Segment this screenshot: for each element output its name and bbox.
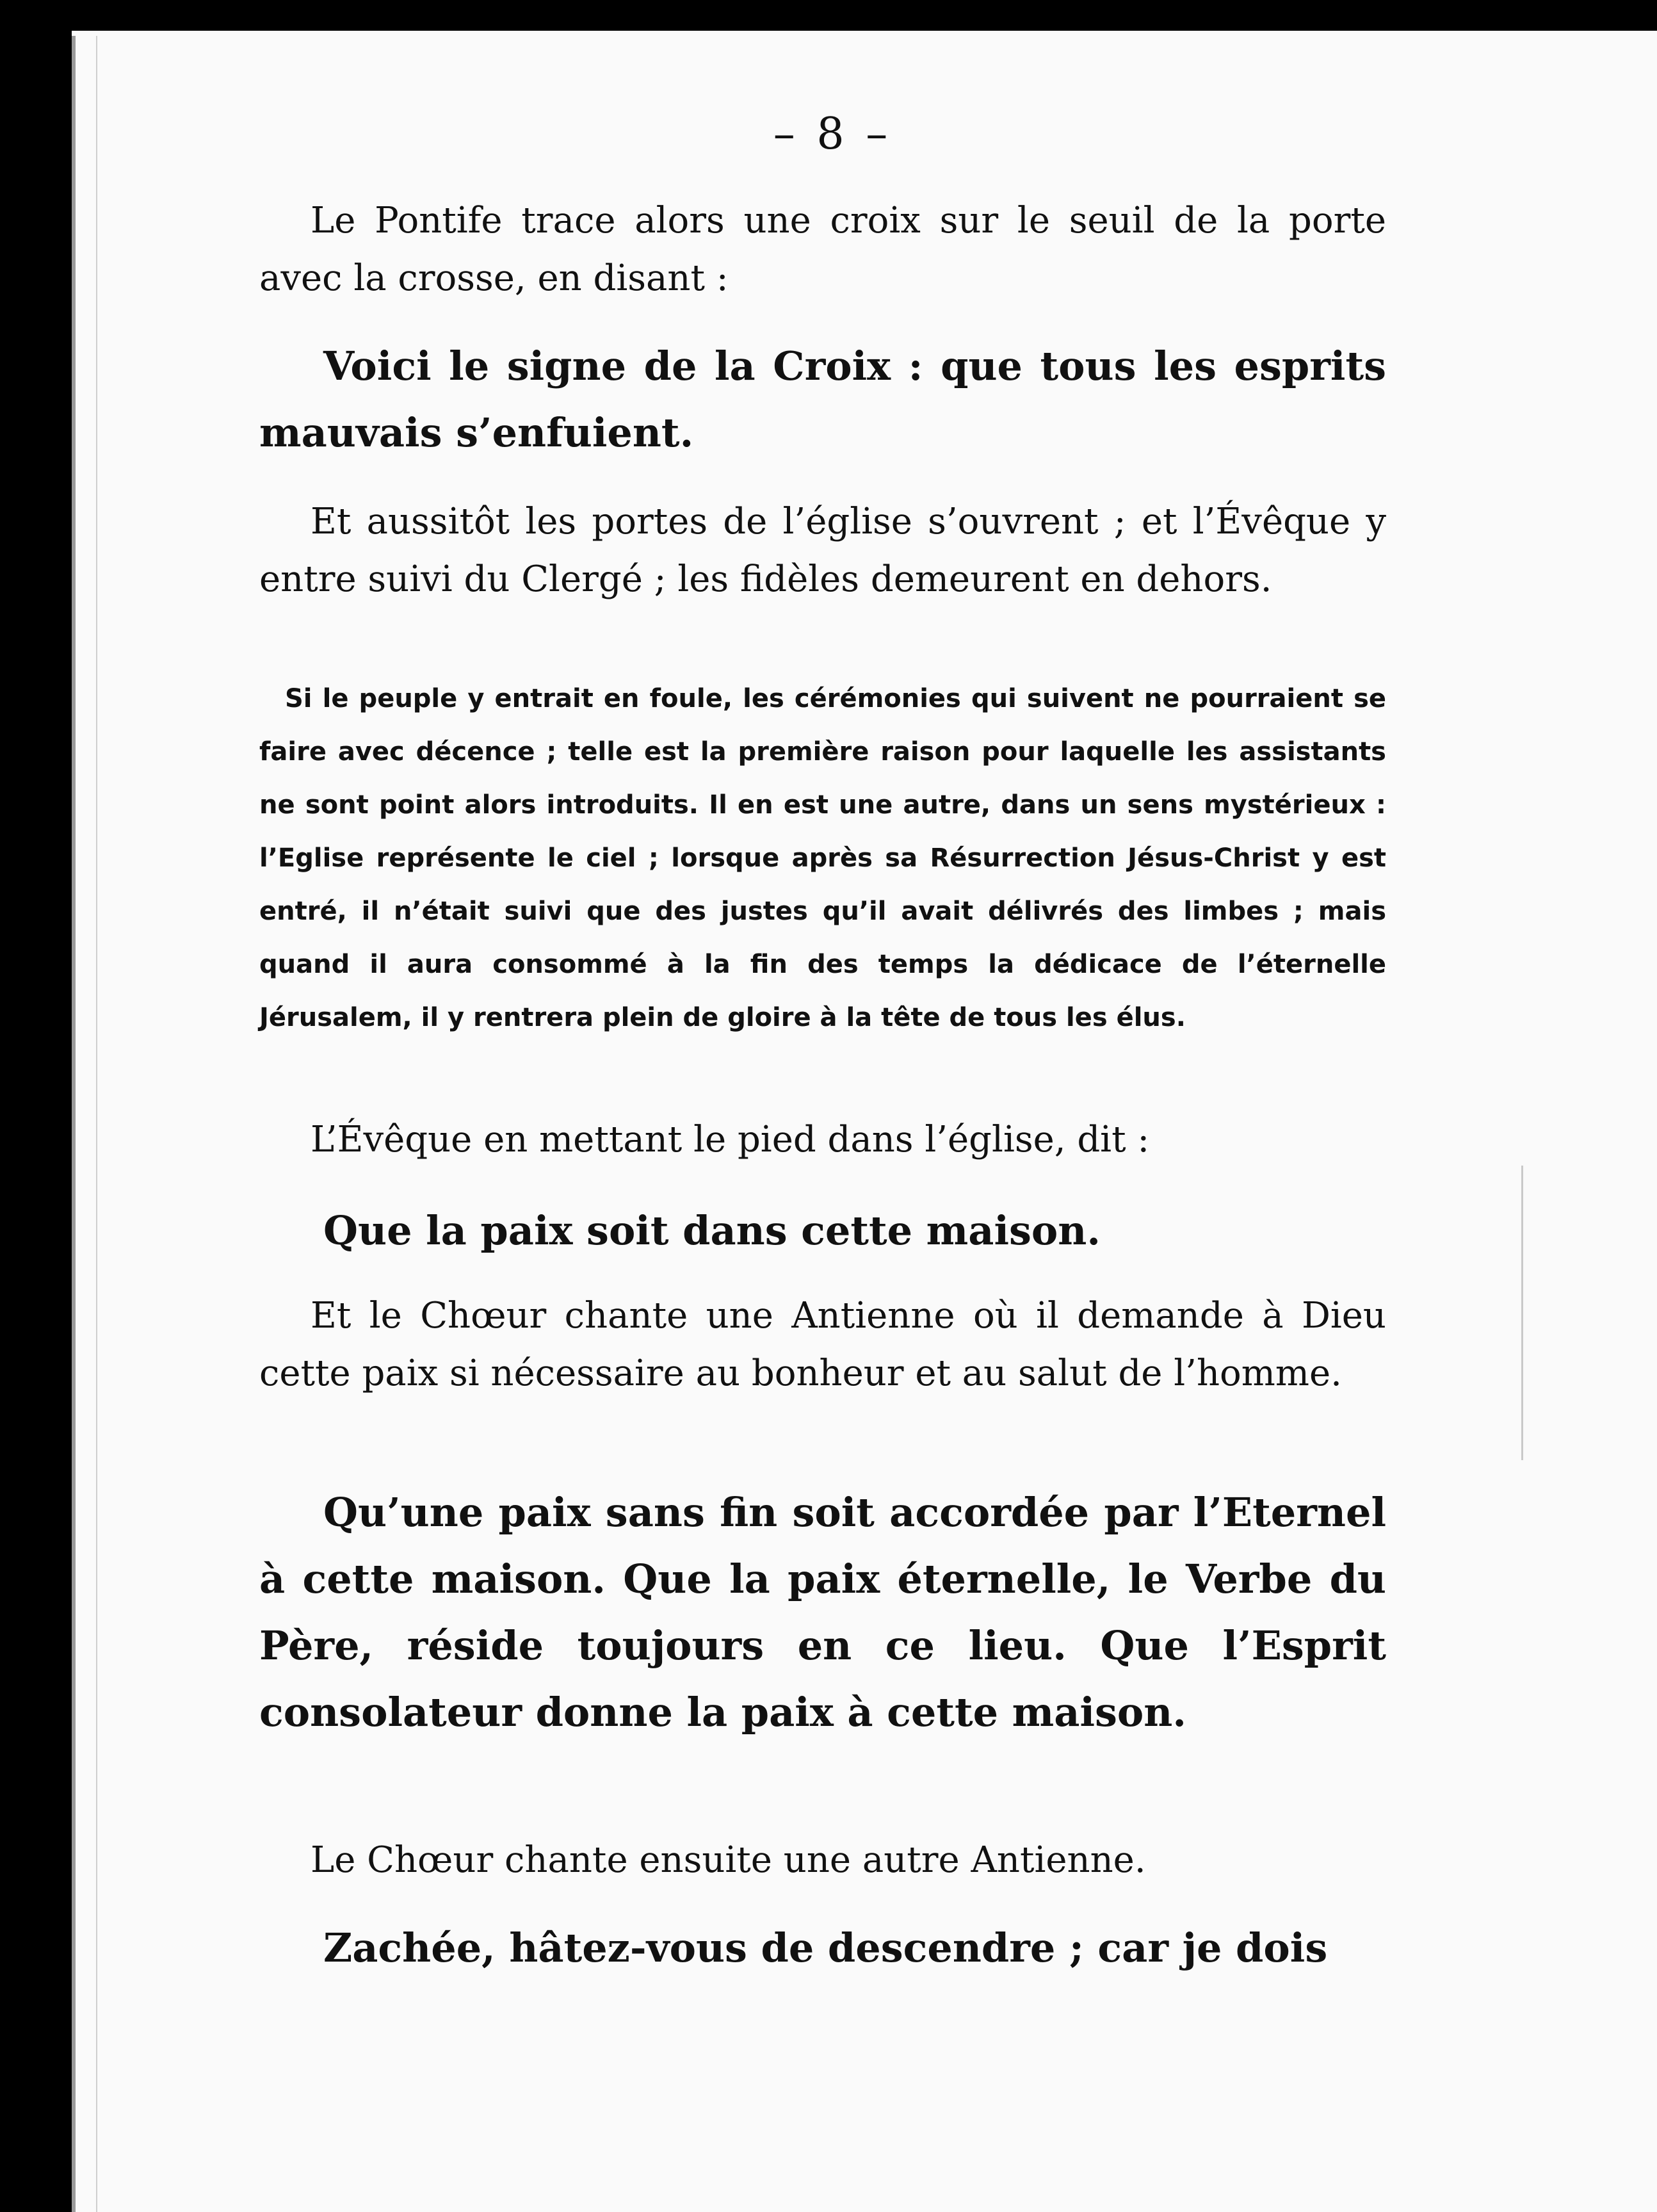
spoken-paix-sans-fin: Qu’une paix sans fin soit accordée par l’Eternel à cette maison. Que la paix éternelle, le Verbe du Père, réside toujours en ce lieu. Que l’Esprit consolateur donne la paix à cette maison. <box>259 1489 1386 1736</box>
page-edge-line <box>1521 1166 1523 1460</box>
paragraph-portes-ouvrent: Et aussitôt les portes de l’église s’ouvrent ; et l’Évêque y entre suivi du Clergé ; les fidèles demeurent en dehors. <box>259 501 1386 600</box>
page-stack-edge <box>72 36 97 2212</box>
paragraph-choeur-antienne: Et le Chœur chante une Antienne où il demande à Dieu cette paix si nécessaire au bonheur et au salut de l’homme. <box>259 1295 1386 1394</box>
note-peuple-foule: Si le peuple y entrait en foule, les cérémonies qui suivent ne pourraient se faire avec décence ; telle est la première raison pour laquelle les assistants ne sont point alors introduits. Il en est une autre, dans un sens mystérieux : l’Eglise représente le ciel ; lorsque après sa Résurrection Jésus-Christ y est entré, il n’était suivi que des justes qu’il avait délivrés des limbes ; mais quand il aura consommé à la fin des temps la dédicace de l’éternelle Jérusalem, il y rentrera plein de gloire à la tête de tous les élus. <box>259 684 1386 1032</box>
spoken-voici-le-signe: Voici le signe de la Croix : que tous les esprits mauvais s’enfuient. <box>259 343 1386 456</box>
paragraph-autre-antienne: Le Chœur chante ensuite une autre Antienne. <box>311 1839 1146 1881</box>
paragraph-eveque-pied: L’Évêque en mettant le pied dans l’église, dit : <box>311 1119 1150 1160</box>
paragraph-pontife-croix: Le Pontife trace alors une croix sur le seuil de la porte avec la crosse, en disant : <box>259 200 1386 299</box>
page-number: – 8 – <box>773 109 892 159</box>
spoken-que-la-paix: Que la paix soit dans cette maison. <box>323 1207 1101 1254</box>
spoken-zachee: Zachée, hâtez-vous de descendre ; car je dois <box>323 1924 1328 1971</box>
